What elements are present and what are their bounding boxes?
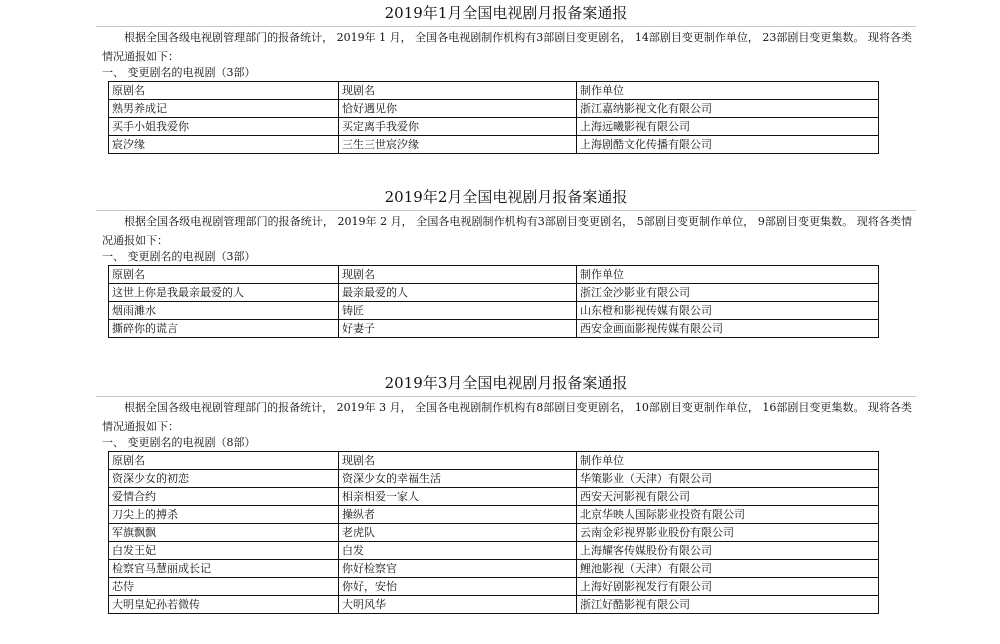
col-header-new-title: 现剧名 [339, 82, 577, 100]
new-title-cell: 买定离手我爱你 [339, 118, 577, 136]
new-title-cell: 铸匠 [339, 302, 577, 320]
title-divider [96, 210, 916, 211]
col-header-original-title: 原剧名 [109, 452, 339, 470]
new-title-cell: 恰好遇见你 [339, 100, 577, 118]
original-title-cell: 宸汐缘 [109, 136, 339, 154]
producer-cell: 上海远曦影视有限公司 [577, 118, 879, 136]
table-header-row [109, 82, 879, 100]
col-header-new-title: 现剧名 [339, 266, 577, 284]
new-title-cell: 老虎队 [339, 524, 577, 542]
col-header-new-title: 现剧名 [339, 452, 577, 470]
original-title-cell: 这世上你是我最亲最爱的人 [109, 284, 339, 302]
col-header-producer: 制作单位 [577, 452, 879, 470]
title-divider [96, 396, 916, 397]
original-title-cell: 军旗飘飘 [109, 524, 339, 542]
original-title-cell: 资深少女的初恋 [109, 470, 339, 488]
producer-cell: 浙江金沙影业有限公司 [577, 284, 879, 302]
original-title-cell: 买手小姐我爱你 [109, 118, 339, 136]
producer-cell: 上海好剧影视发行有限公司 [577, 578, 879, 596]
table-row [109, 524, 879, 542]
new-title-cell: 白发 [339, 542, 577, 560]
original-title-cell: 烟雨濉水 [109, 302, 339, 320]
original-title-cell: 检察官马慧丽成长记 [109, 560, 339, 578]
table-row [109, 506, 879, 524]
new-title-cell: 资深少女的幸福生活 [339, 470, 577, 488]
rename-table [108, 451, 879, 614]
new-title-cell: 你好检察官 [339, 560, 577, 578]
table-row [109, 320, 879, 338]
original-title-cell: 爱情合约 [109, 488, 339, 506]
producer-cell: 浙江好酷影视有限公司 [577, 596, 879, 614]
producer-cell: 鲤池影视（天津）有限公司 [577, 560, 879, 578]
table-row [109, 100, 879, 118]
report-intro: 根据全国各级电视剧管理部门的报备统计， 2019年 1 月， 全国各电视剧制作机构有3部剧目变更剧名， 14部剧目变更制作单位， 23部剧目变更集数。 现将各类情况通报如下： [102, 31, 912, 63]
report-intro: 根据全国各级电视剧管理部门的报备统计， 2019年 3 月， 全国各电视剧制作机构有8部剧目变更剧名， 10部剧目变更制作单位， 16部剧目变更集数。 现将各类情况通报如下： [102, 401, 912, 433]
report-january [96, 0, 916, 160]
table-header-row [109, 266, 879, 284]
table-row [109, 136, 879, 154]
report-title: 2019年3月全国电视剧月报备案通报 [384, 374, 628, 392]
original-title-cell: 刀尖上的搏杀 [109, 506, 339, 524]
original-title-cell: 芯侍 [109, 578, 339, 596]
report-february [96, 186, 916, 346]
col-header-producer: 制作单位 [577, 82, 879, 100]
new-title-cell: 相亲相爱一家人 [339, 488, 577, 506]
new-title-cell: 最亲最爱的人 [339, 284, 577, 302]
producer-cell: 云南金彩视界影业股份有限公司 [577, 524, 879, 542]
rename-table [108, 265, 879, 338]
table-row [109, 118, 879, 136]
section-subheading: 一、 变更剧名的电视剧（3部） [102, 66, 256, 79]
original-title-cell: 撕碎你的谎言 [109, 320, 339, 338]
new-title-cell: 好妻子 [339, 320, 577, 338]
report-march [96, 372, 916, 644]
new-title-cell: 三生三世宸汐缘 [339, 136, 577, 154]
col-header-original-title: 原剧名 [109, 266, 339, 284]
title-divider [96, 26, 916, 27]
new-title-cell: 你好，安怡 [339, 578, 577, 596]
producer-cell: 浙江嘉纳影视文化有限公司 [577, 100, 879, 118]
table-row [109, 560, 879, 578]
table-row [109, 470, 879, 488]
table-row [109, 284, 879, 302]
section-subheading: 一、 变更剧名的电视剧（3部） [102, 250, 256, 263]
rename-table [108, 81, 879, 154]
table-row [109, 578, 879, 596]
original-title-cell: 熟男养成记 [109, 100, 339, 118]
original-title-cell: 白发王妃 [109, 542, 339, 560]
new-title-cell: 操纵者 [339, 506, 577, 524]
producer-cell: 北京华映人国际影业投资有限公司 [577, 506, 879, 524]
report-intro: 根据全国各级电视剧管理部门的报备统计， 2019年 2 月， 全国各电视剧制作机构有3部剧目变更剧名， 5部剧目变更制作单位， 9部剧目变更集数。 现将各类情况通报如下： [102, 215, 912, 247]
new-title-cell: 大明风华 [339, 596, 577, 614]
report-title: 2019年1月全国电视剧月报备案通报 [384, 4, 628, 22]
producer-cell: 华策影业（天津）有限公司 [577, 470, 879, 488]
col-header-original-title: 原剧名 [109, 82, 339, 100]
table-row [109, 488, 879, 506]
table-row [109, 596, 879, 614]
producer-cell: 西安天河影视有限公司 [577, 488, 879, 506]
table-row [109, 542, 879, 560]
producer-cell: 上海耀客传媒股份有限公司 [577, 542, 879, 560]
producer-cell: 山东橙和影视传媒有限公司 [577, 302, 879, 320]
table-header-row [109, 452, 879, 470]
col-header-producer: 制作单位 [577, 266, 879, 284]
producer-cell: 上海剧酷文化传播有限公司 [577, 136, 879, 154]
original-title-cell: 大明皇妃孙若微传 [109, 596, 339, 614]
table-row [109, 302, 879, 320]
section-subheading: 一、 变更剧名的电视剧（8部） [102, 436, 256, 449]
report-title: 2019年2月全国电视剧月报备案通报 [384, 188, 628, 206]
producer-cell: 西安金画面影视传媒有限公司 [577, 320, 879, 338]
